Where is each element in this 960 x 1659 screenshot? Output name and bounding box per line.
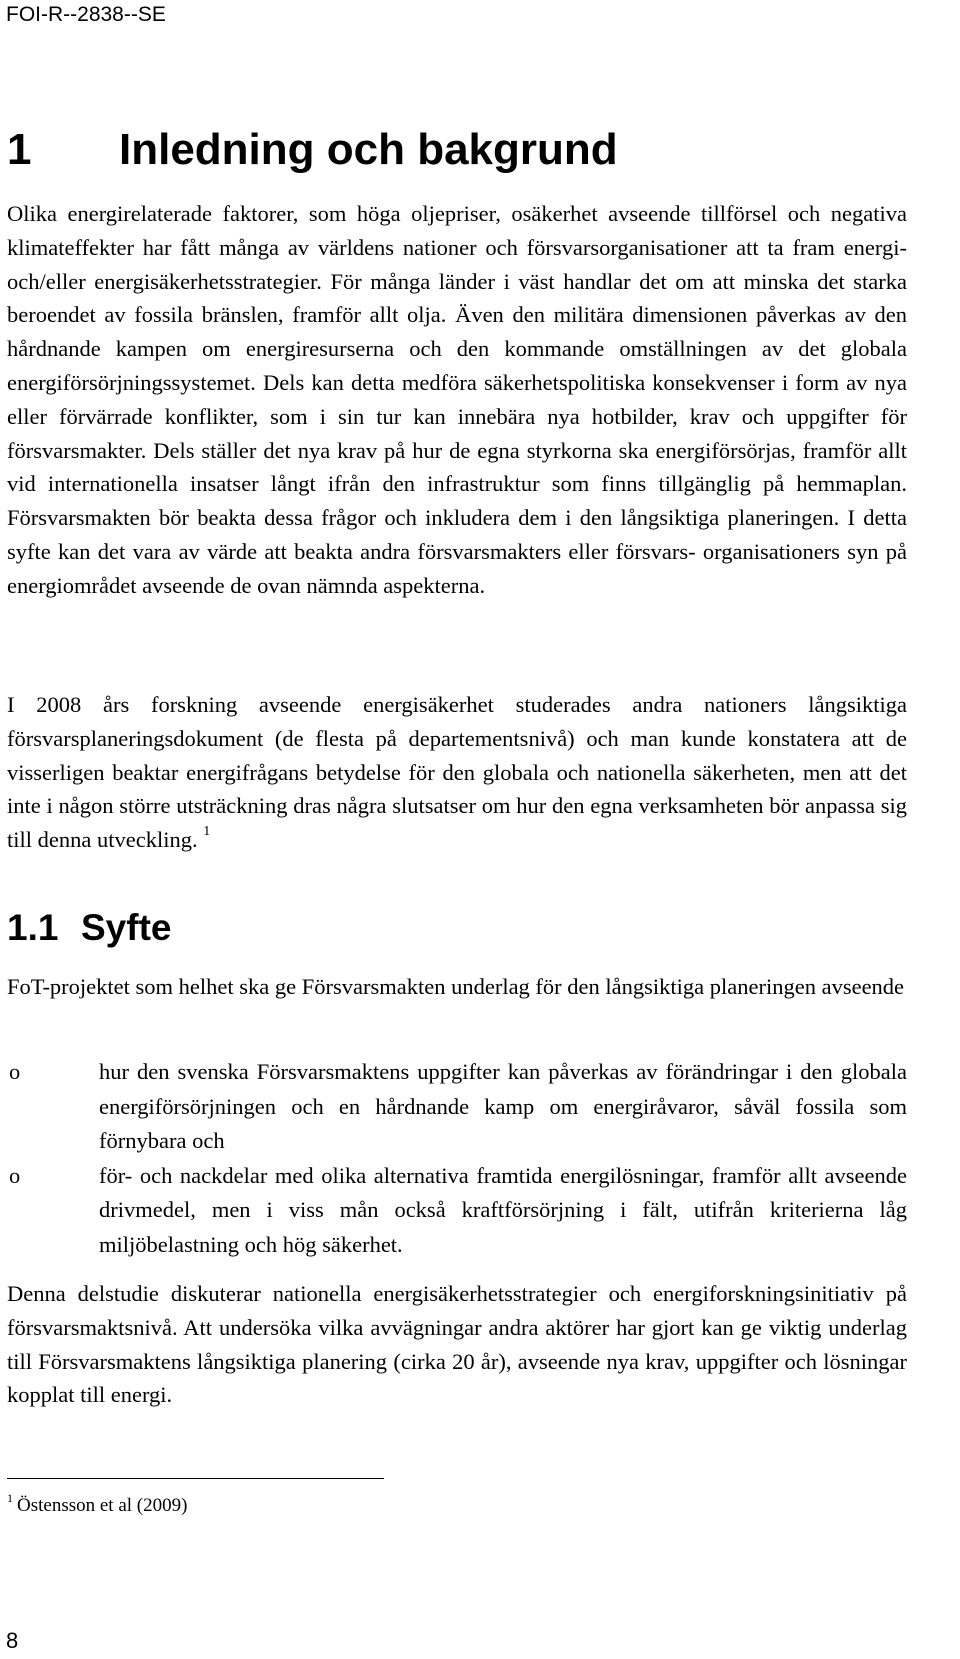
paragraph-intro: Olika energirelaterade faktorer, som höga oljepriser, osäkerhet avseende tillförsel och negativa klimateffekter har fått många av världens nationer och försvarsorganisationer att ta fram energi- och/eller energisäkerhetsstrategier. För många länder i väst handlar det om att minska det starka beroendet av fossila bränslen, framför allt olja. Även den militära dimensionen påverkas av den hårdnande kampen om energiresurserna och den kommande omställningen av det globala energiförsörjningssystemet. Dels kan detta medföra säkerhetspolitiska konsekvenser i form av nya eller förvärrade konflikter, som i sin tur kan innebära nya hotbilder, krav och uppgifter för försvarsmakter. Dels ställer det nya krav på hur de egna styrkorna ska energiförsörjas, framför allt vid internationella insatser långt ifrån den infrastruktur som finns tillgänglig på hemmaplan. Försvarsmakten bör beakta dessa frågor och inkludera dem i den långsiktiga planeringen. I detta syfte kan det vara av värde att beakta andra försvarsmakters eller försvars- organisationers syn på energiområdet avseende de ovan nämnda aspekterna. [7, 201, 907, 598]
page-number: 8 [6, 1628, 19, 1653]
paragraph-research-2008-text: I 2008 års forskning avseende energisäkerhet studerades andra nationers långsiktiga försvarsplaneringsdokument (de flesta på departementsnivå) och man kunde konstatera att de visserligen beaktar energifrågans betydelse för den globala och nationella säkerheten, men att det inte i någon större utsträckning dras några slutsatser om hur den egna verksamheten bör anpassa sig till denna utveckling. [7, 692, 907, 853]
footnote-text: Östensson et al (2009) [17, 1495, 188, 1516]
chapter-number: 1 [7, 125, 32, 174]
chapter-heading [7, 124, 618, 176]
paragraph-research-2008 [7, 688, 907, 857]
footnote-number: 1 [7, 1491, 13, 1505]
footnote-reference[interactable]: 1 [203, 824, 211, 840]
list-item-text: hur den svenska Försvarsmaktens uppgifter kan påverkas av förändringar i den globala energiförsörjningen och en hårdnande kamp om energiråvaror, såväl fossila som förnybara och [99, 1059, 907, 1153]
chapter-title: Inledning och bakgrund [119, 125, 618, 174]
purpose-list [7, 1055, 907, 1262]
list-item [7, 1159, 907, 1263]
list-item-text: för- och nackdelar med olika alternativa framtida energilösningar, framför allt avseende drivmedel, men i viss mån också kraftförsörjning i fält, utifrån kriterierna låg miljöbelastning och hög säkerhet. [99, 1162, 907, 1257]
section-intro: FoT-projektet som helhet ska ge Försvarsmakten underlag för den långsiktiga planeringen avseende [7, 974, 905, 999]
bullet-marker: o [9, 1059, 21, 1084]
section-title: Syfte [81, 907, 172, 948]
section-number: 1.1 [7, 907, 59, 948]
footnote-divider [7, 1478, 384, 1479]
bullet-marker: o [9, 1162, 21, 1188]
report-code: FOI-R--2838--SE [6, 3, 166, 26]
list-item [7, 1055, 907, 1159]
section-heading [7, 905, 171, 951]
footnote [7, 1493, 187, 1519]
section-closing: Denna delstudie diskuterar nationella energisäkerhetsstrategier och energiforskningsinitiativ på försvarsmaktsnivå. Att undersöka vilka avvägningar andra aktörer har gjort kan ge viktig underlag till Försvarsmaktens långsiktiga planering (cirka 20 år), avseende nya krav, uppgifter och lösningar kopplat till energi. [7, 1281, 907, 1408]
